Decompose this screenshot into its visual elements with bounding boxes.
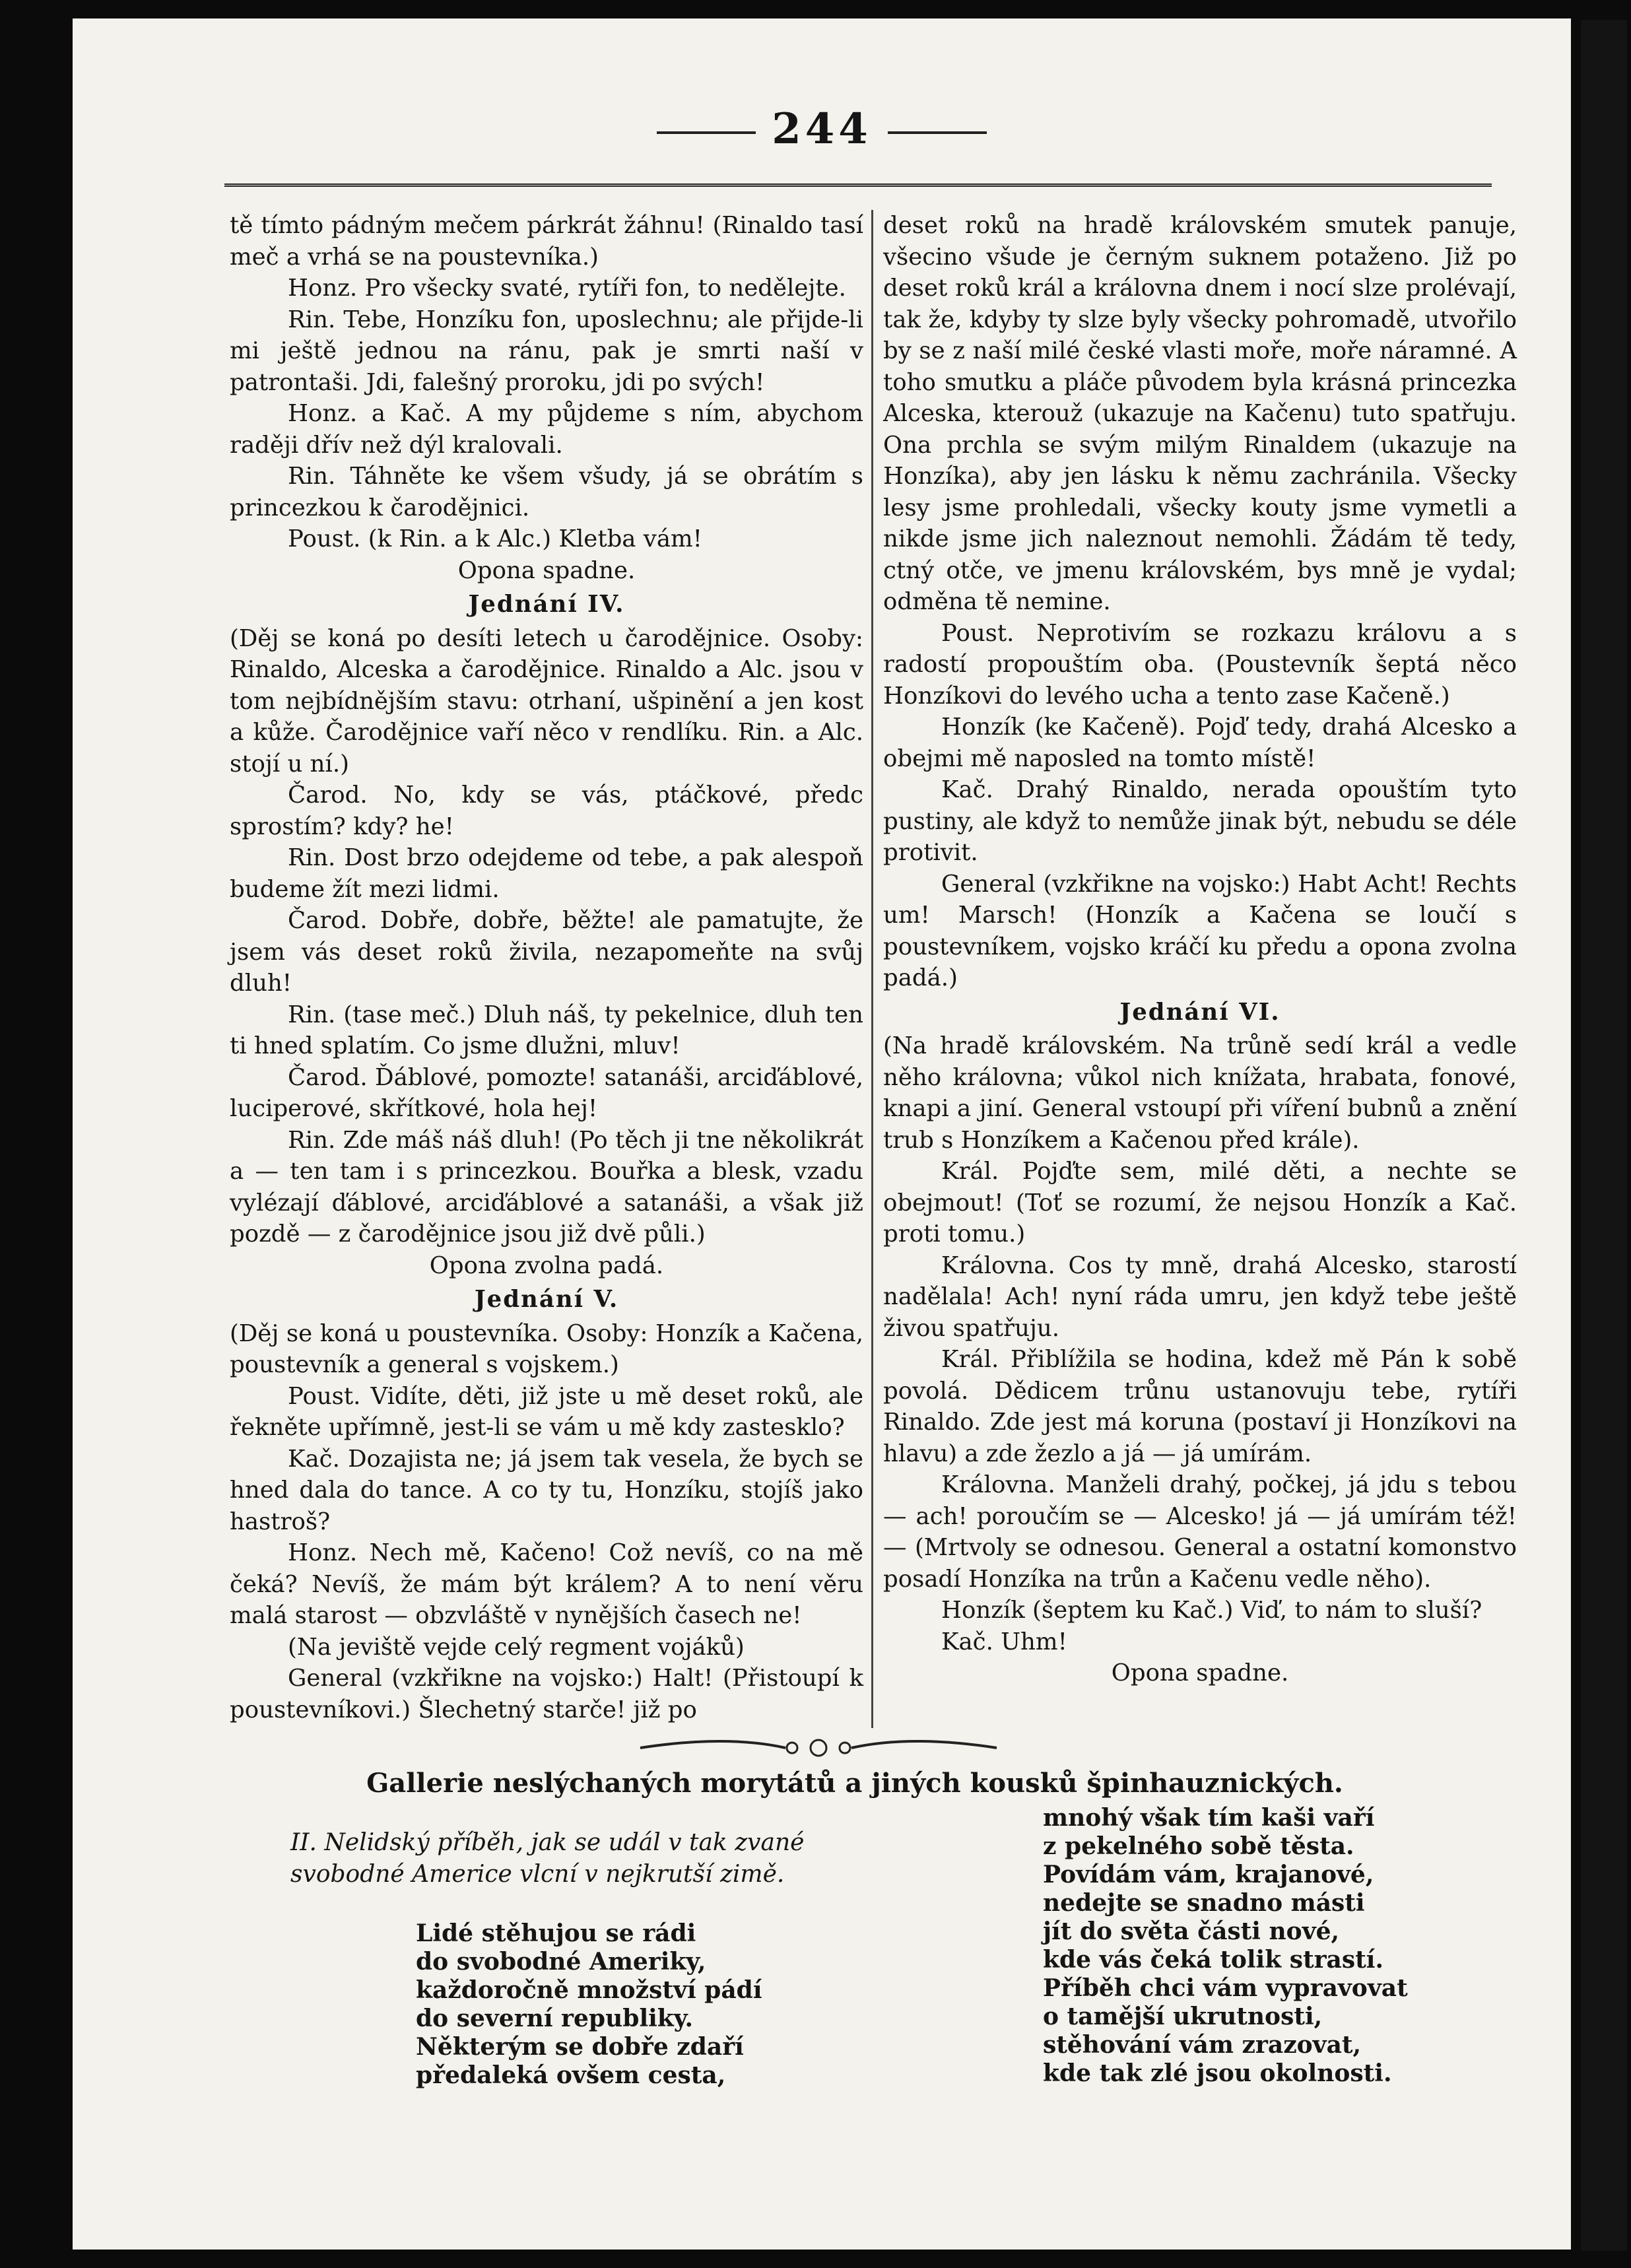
poem-line: z pekelného sobě těsta.: [1043, 1832, 1354, 1860]
dialogue-paragraph: Kač. Dozajista ne; já jsem tak vesela, že bych se hned dala do tance. A co ty tu, Honzíku, stojíš jako hastroš?: [230, 1445, 863, 1535]
dialogue-paragraph: Honz. a Kač. A my půjdeme s ním, abychom raději dřív než dýl kralovali.: [230, 400, 863, 459]
poem-subtitle: II. Nelidský příběh, jak se udál v tak zvané svobodné Americe vlcní v nejkrutší zimě.: [290, 1829, 805, 1888]
act-heading: Jednání V.: [474, 1286, 619, 1313]
poem-line: Povídám vám, krajanové,: [1043, 1861, 1374, 1888]
page-number: [73, 104, 1571, 154]
poem-line: do svobodné Ameriky,: [416, 1948, 706, 1976]
dialogue-paragraph: Čarod. No, kdy se vás, ptáčkové, předc sprostím? kdy? he!: [230, 782, 863, 840]
page-number-right-dash: [888, 131, 987, 134]
poem-line: jít do světa části nové,: [1043, 1918, 1340, 1945]
stage-direction: Opona spadne.: [1111, 1659, 1289, 1686]
dialogue-paragraph: Kač. Uhm!: [941, 1628, 1067, 1655]
dialogue-paragraph: deset roků na hradě královském smutek panuje, všecino všude je černým suknem potaženo. Již po deset roků král a královna dnem i nocí slze prolévají, tak že, kdyby ty slze byly všecky pohromadě, utvořilo by se z naší milé české vlasti moře, moře náramné. A toho smutku a pláče původem byla krásná princezka Alceska, kterouž (ukazuje na Kačenu) tuto spatřuju. Ona prchla se svým milým Rinaldem (ukazuje na Honzíka), aby jen lásku k němu zachránila. Všecky lesy jsme prohledali, všecky kouty jsme vymetli a nikde jsme jich naleznout nemohli. Žádám tě tedy, ctný otče, ve jmenu královském, bys mně je vydal; odměna tě nemine.: [883, 212, 1517, 615]
dialogue-paragraph: Poust. Vidíte, děti, již jste u mě deset roků, ale řekněte upřímně, jest-li se vám u mě kdy zastesklo?: [230, 1382, 863, 1441]
dialogue-paragraph: Rin. Dost brzo odejdeme od tebe, a pak alespoň budeme žít mezi lidmi.: [230, 844, 863, 903]
dialogue-paragraph: Rin. Zde máš náš dluh! (Po těch ji tne několikrát a — ten tam i s princezkou. Bouřka a blesk, vzadu vylézají ďáblové, arciďáblové a satanáši, a však již pozdě — z čarodějnice jsou již dvě půli.): [230, 1126, 863, 1248]
scan-edge: [1581, 20, 1627, 2251]
stage-direction: Opona spadne.: [457, 556, 636, 584]
poem-line: stěhování vám zrazovat,: [1043, 2031, 1362, 2059]
poem-line: předaleká ovšem cesta,: [416, 2061, 726, 2089]
dialogue-paragraph: Rin. Táhněte ke všem všudy, já se obrátím s princezkou k čarodějnici.: [230, 463, 863, 521]
dialogue-paragraph: Královna. Cos ty mně, drahá Alcesko, starostí nadělala! Ach! nyní ráda umru, jen když tebe ještě živou spatřuju.: [883, 1251, 1517, 1342]
dialogue-paragraph: Čarod. Dobře, dobře, běžte! ale pamatujte, že jsem vás deset roků živila, nezapomeňte na svůj dluh!: [230, 907, 863, 997]
page-number-left-dash: [657, 131, 756, 134]
dialogue-paragraph: Honzík (šeptem ku Kač.) Viď, to nám to sluší?: [941, 1597, 1482, 1624]
dialogue-paragraph: (Na jeviště vejde celý regment vojáků): [288, 1633, 745, 1661]
poem-line: do severní republiky.: [416, 2005, 694, 2032]
poem-line: kde vás čeká tolik strastí.: [1043, 1946, 1383, 1974]
poem-line: o tamější ukrutnosti,: [1043, 2003, 1323, 2030]
poem-line: Příběh chci vám vypravovat: [1043, 1974, 1408, 2002]
poem-right-stanza: [1043, 1804, 1408, 2088]
dialogue-paragraph: Královna. Manželi drahý, počkej, já jdu s tebou — ach! poroučím se — Alcesko! já — já umírám též! — (Mrtvoly se odnesou. General a ostatní komonstvo posadí Honzíka na trůn a Kačenu vedle něho).: [883, 1471, 1517, 1593]
dialogue-paragraph: tě tímto pádným mečem párkrát žáhnu! (Rinaldo tasí meč a vrhá se na poustevníka.): [230, 212, 863, 271]
poem-line: kde tak zlé jsou okolnosti.: [1043, 2059, 1392, 2087]
poem-line: každoročně množství pádí: [416, 1976, 762, 2004]
poem-line: mnohý však tím kaši vaří: [1043, 1804, 1375, 1832]
poem-line: nedejte se snadno másti: [1043, 1889, 1365, 1917]
newspaper-page: [73, 18, 1571, 2250]
act-heading: Jednání VI.: [1119, 998, 1281, 1026]
left-column: [230, 210, 863, 1725]
column-divider: [871, 210, 873, 1728]
dialogue-paragraph: Král. Pojďte sem, milé děti, a nechte se obejmout! (Toť se rozumí, že nejsou Honzík a Kač. proti tomu.): [883, 1158, 1517, 1248]
page-number-value: 244: [772, 104, 872, 154]
act-heading: Jednání IV.: [468, 591, 625, 618]
stage-direction: Opona zvolna padá.: [429, 1251, 664, 1279]
dialogue-paragraph: Honz. Nech mě, Kačeno! Což nevíš, co na mě čeká? Nevíš, že mám být králem? A to není věru malá starost — obzvláště v nynějších časech ne!: [230, 1539, 863, 1629]
dialogue-paragraph: Rin. (tase meč.) Dluh náš, ty pekelnice, dluh ten ti hned splatím. Co jsme dlužni, mluv!: [230, 1001, 863, 1059]
top-rule: [224, 183, 1492, 191]
right-column: [883, 210, 1517, 1689]
dialogue-paragraph: Čarod. Ďáblové, pomozte! satanáši, arciďáblové, luciperové, skřítkové, hola hej!: [230, 1063, 863, 1122]
dialogue-paragraph: General (vzkřikne na vojsko:) Halt! (Přistoupí k poustevníkovi.) Šlechetný starče! již po: [230, 1665, 863, 1723]
poem-line: Některým se dobře zdaří: [416, 2033, 744, 2061]
dialogue-paragraph: Král. Přiblížila se hodina, kdež mě Pán k sobě povolá. Dědicem trůnu ustanovuju tebe, rytíři Rinaldo. Zde jest má koruna (postaví ji Honzíkovi na hlavu) a zde žezlo a já — já umírám.: [883, 1346, 1517, 1467]
dialogue-paragraph: (Děj se koná po desíti letech u čarodějnice. Osoby: Rinaldo, Alceska a čarodějnice. Rinaldo a Alc. jsou v tom nejbídnějším stavu: otrhaní, ušpinění a jen kost a kůže. Čarodějnice vaří něco v rendlíku. Rin. a Alc. stojí u ní.): [230, 624, 863, 778]
poem-line: Lidé stěhujou se rádi: [416, 1919, 696, 1947]
dialogue-paragraph: Honzík (ke Kačeně). Pojď tedy, drahá Alcesko a obejmi mě naposled na tomto místě!: [883, 714, 1517, 772]
dialogue-paragraph: Honz. Pro všecky svaté, rytíři fon, to nedělejte.: [288, 275, 846, 302]
dialogue-paragraph: Poust. Neprotivím se rozkazu královu a s radostí propouštím oba. (Poustevník šeptá něco Honzíkovi do levého ucha a tento zase Kačeně.): [883, 619, 1517, 710]
poem-left-stanza: [416, 1919, 762, 2090]
gallery-title: Gallerie neslýchaných morytátů a jiných kousků špinhauznických.: [366, 1768, 1343, 1799]
dialogue-paragraph: Rin. Tebe, Honzíku fon, uposlechnu; ale přijde-li mi ještě jednou na ránu, pak je smrti naší v patrontaši. Jdi, falešný proroku, jdi po svých!: [230, 306, 863, 396]
dialogue-paragraph: General (vzkřikne na vojsko:) Habt Acht! Rechts um! Marsch! (Honzík a Kačena se loučí s poustevníkem, vojsko kráčí ku předu a opona zvolna padá.): [883, 870, 1517, 991]
ornament-divider: [634, 1728, 1003, 1768]
dialogue-paragraph: Kač. Drahý Rinaldo, nerada opouštím tyto pustiny, ale když to nemůže jinak být, nebudu se déle protivit.: [883, 776, 1517, 866]
dialogue-paragraph: (Děj se koná u poustevníka. Osoby: Honzík a Kačena, poustevník a general s vojskem.): [230, 1319, 863, 1378]
dialogue-paragraph: (Na hradě královském. Na trůně sedí král a vedle něho královna; vůkol nich knížata, hrabata, fonové, knapi a jiní. General vstoupí při víření bubnů a znění trub s Honzíkem a Kačenou před krále).: [883, 1032, 1517, 1154]
dialogue-paragraph: Poust. (k Rin. a k Alc.) Kletba vám!: [288, 525, 702, 552]
